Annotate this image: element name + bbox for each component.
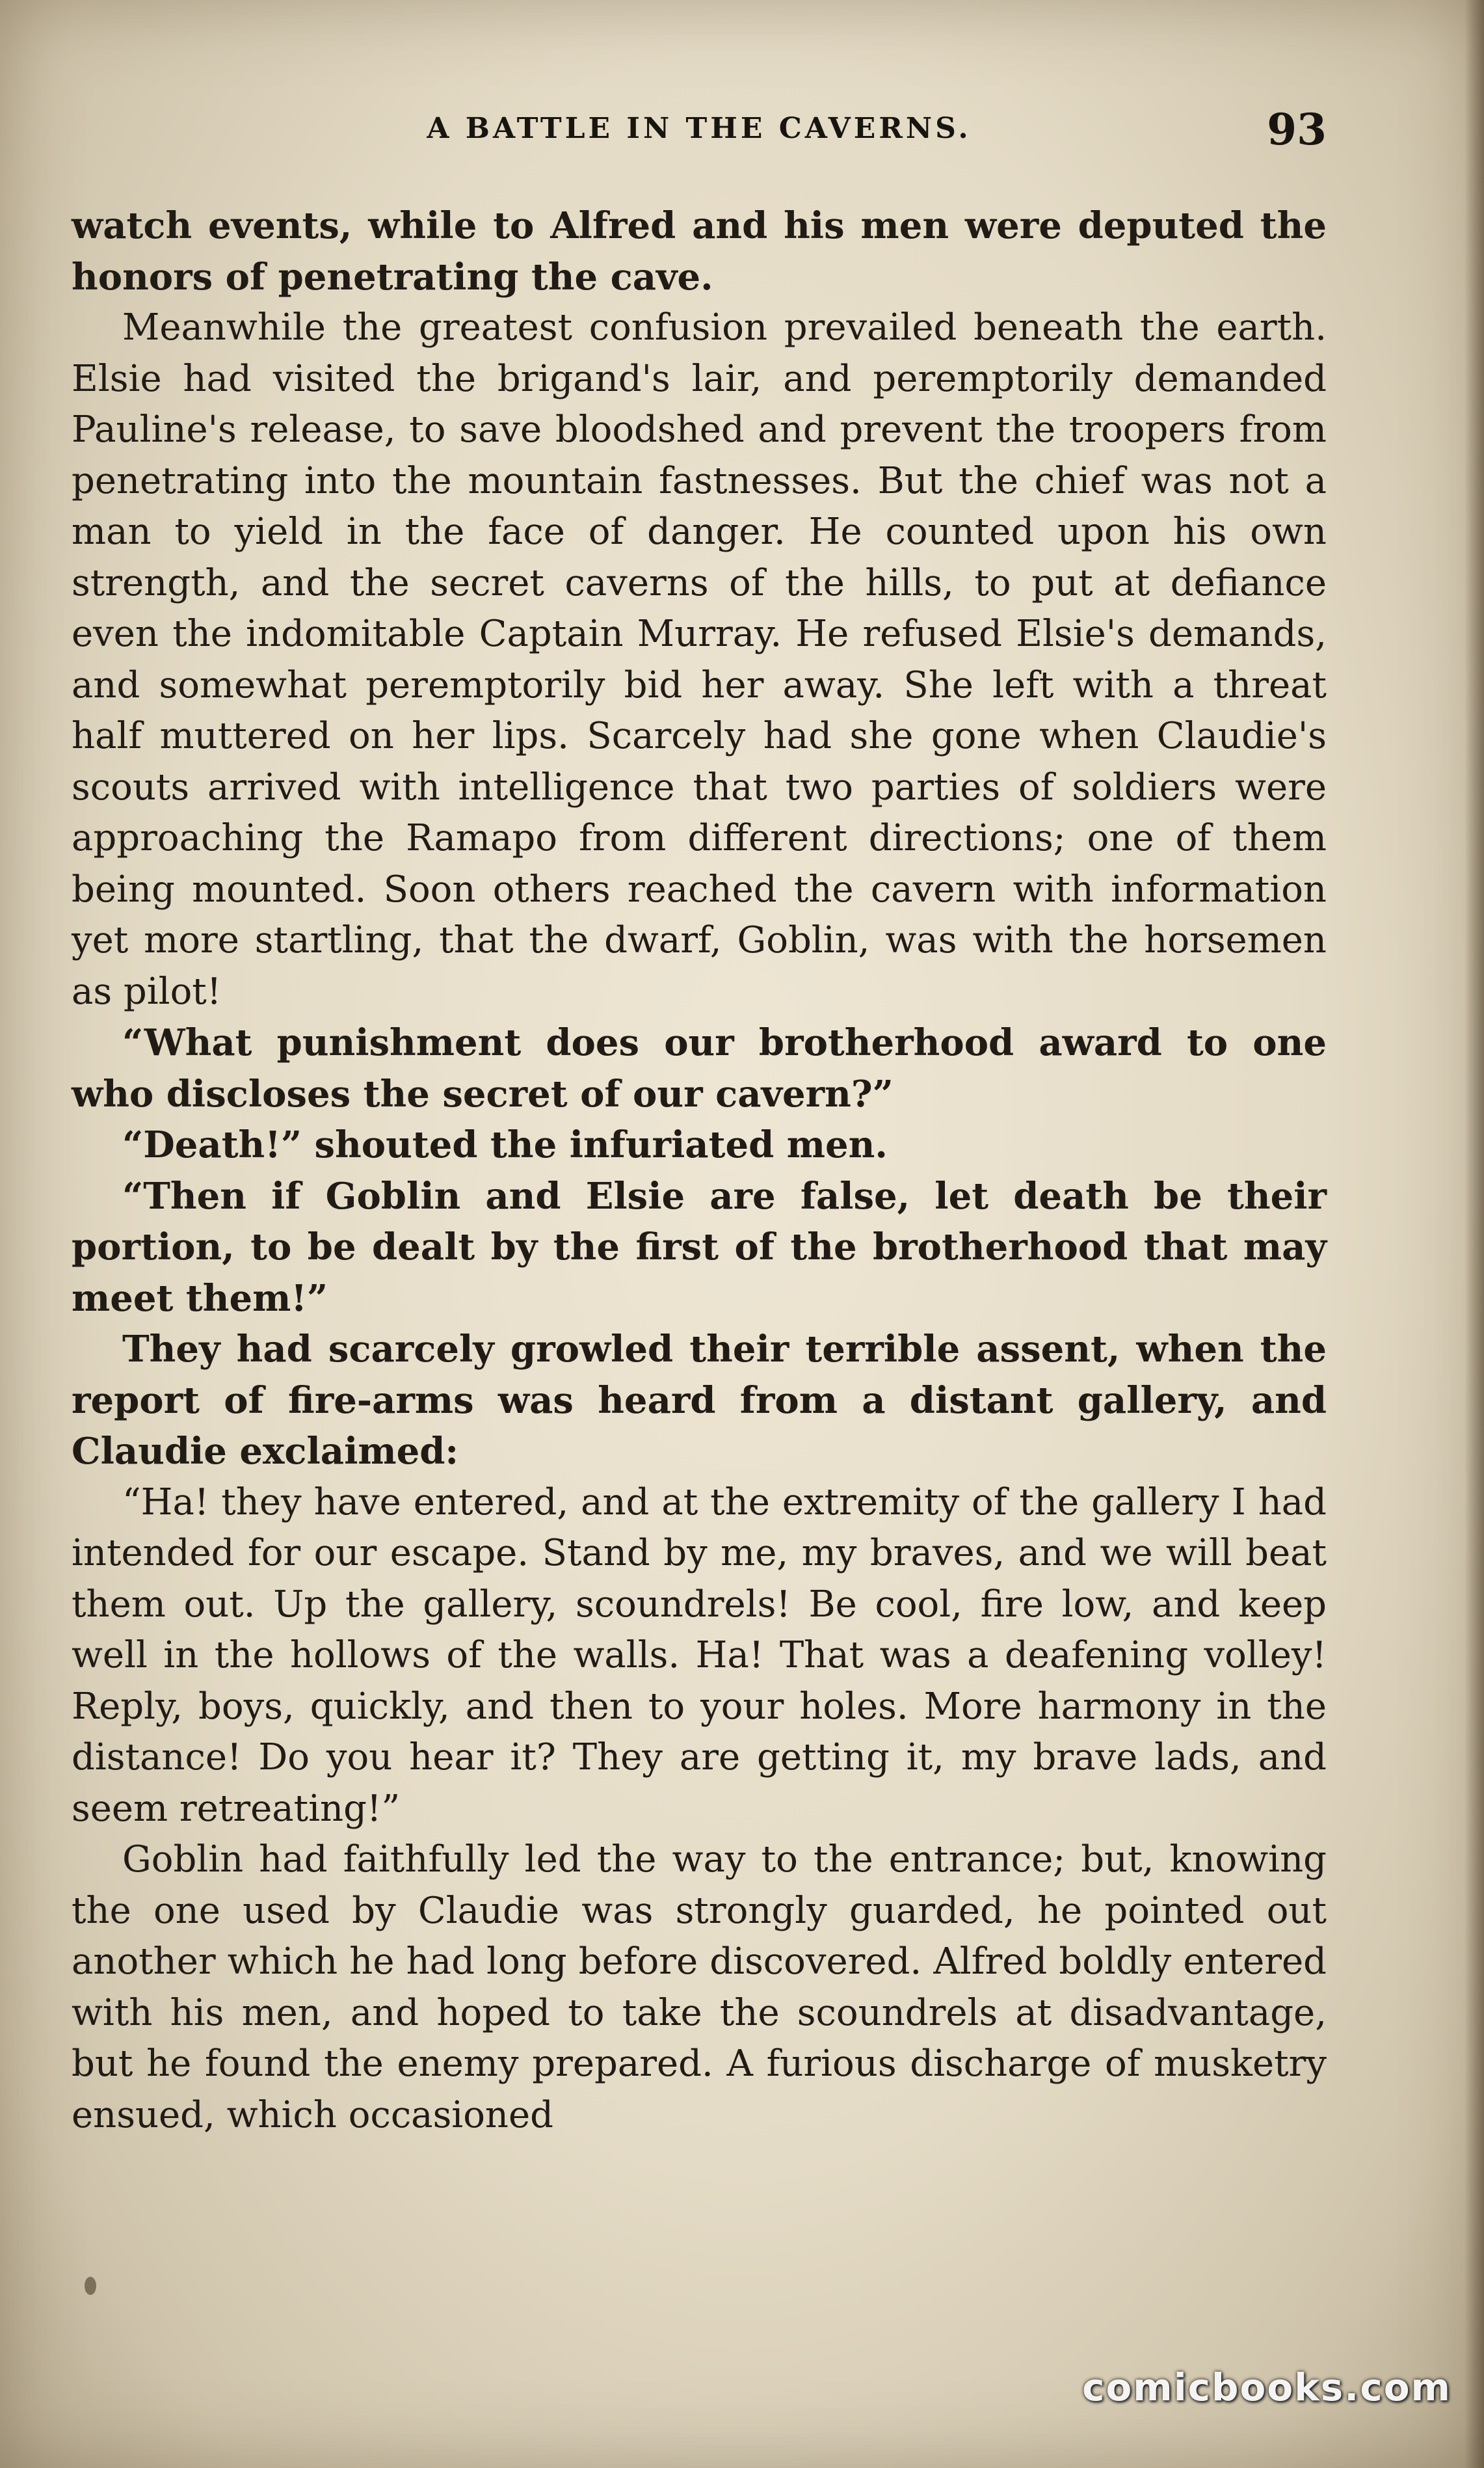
paragraph-5: “Then if Goblin and Elsie are false, let death be their portion, to be dealt by the first of the brotherhood that may meet them!”: [72, 1174, 1327, 1320]
body-text: [72, 200, 1327, 2141]
paragraph-8: Goblin had faithfully led the way to the entrance; but, knowing the one used by Claudie was strongly guarded, he pointed out another which he had long before discovered. Alfred boldly entered with his men, and hoped to take the scoundrels at disadvantage, but he found the enemy prepared. A furious discharge of musketry ensued, which occasioned: [72, 1838, 1327, 2136]
paragraph-4: “Death!” shouted the infuriated men.: [122, 1123, 888, 1166]
page-edge-shadow: [1464, 0, 1484, 2468]
page-header: [72, 104, 1327, 176]
paragraph-2: Meanwhile the greatest confusion prevailed beneath the earth. Elsie had visited the brigand's lair, and peremptorily demanded Pauline's release, to save bloodshed and prevent the troopers from penetrating into the mountain fastnesses. But the chief was not a man to yield in the face of danger. He counted upon his own strength, and the secret caverns of the hills, to put at defiance even the indomitable Captain Murray. He refused Elsie's demands, and somewhat peremptorily bid her away. She left with a threat half muttered on her lips. Scarcely had she gone when Claudie's scouts arrived with intelligence that two parties of soldiers were approaching the Ramapo from different directions; one of them being mounted. Soon others reached the cavern with information yet more startling, that the dwarf, Goblin, was with the horsemen as pilot!: [72, 306, 1327, 1013]
running-head: A BATTLE IN THE CAVERNS.: [427, 112, 972, 145]
paragraph-7: “Ha! they have entered, and at the extremity of the gallery I had intended for our escape. Stand by me, my braves, and we will beat them out. Up the gallery, scoundrels! Be cool, fire low, and keep well in the hollows of the walls. Ha! That was a deafening volley! Reply, boys, quickly, and then to your holes. More harmony in the distance! Do you hear it? They are getting it, my brave lads, and seem retreating!”: [72, 1481, 1327, 1830]
page-number: 93: [1267, 104, 1327, 155]
paragraph-1: watch events, while to Alfred and his men were deputed the honors of penetrating the cave.: [72, 204, 1327, 299]
ink-stain: [85, 2277, 96, 2295]
paragraph-6: They had scarcely growled their terrible assent, when the report of fire-arms was heard from a distant gallery, and Claudie exclaimed:: [72, 1328, 1327, 1473]
paragraph-3: “What punishment does our brotherhood award to one who discloses the secret of our cavern?”: [72, 1021, 1327, 1116]
watermark: comicbooks.com: [1082, 2365, 1451, 2409]
